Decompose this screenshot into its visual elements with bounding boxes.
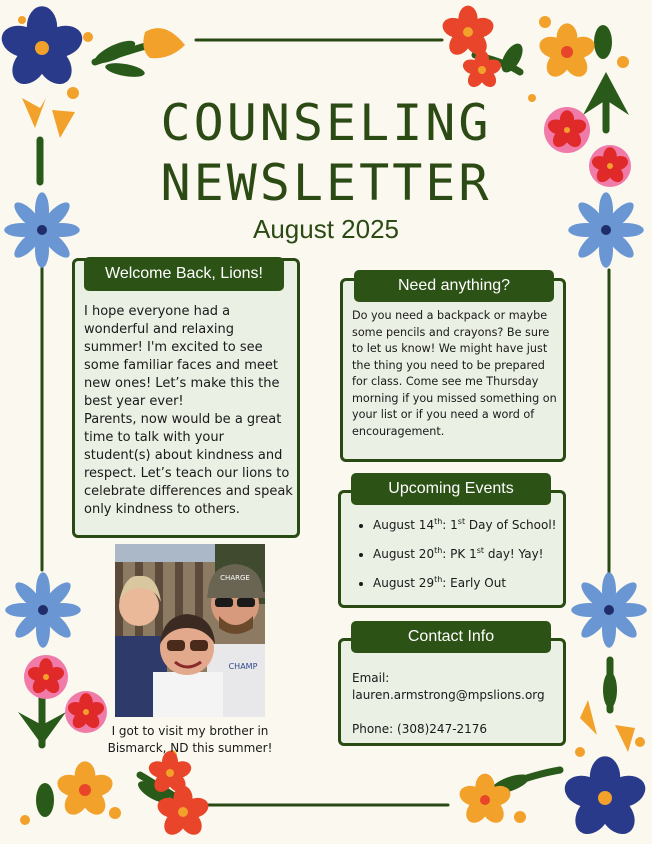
photo-caption [95, 723, 285, 757]
welcome-heading: Welcome Back, Lions! [84, 257, 284, 291]
need-anything-body: Do you need a backpack or maybe some pencils and crayons? Be sure to let us know! We might have just the thing you need to be prepared for class. Come see me Thursday morning if you missed something on your list or if you need a word of encouragement. [352, 309, 557, 438]
photo-caption-line2: Bismarck, ND this summer! [107, 741, 273, 755]
newsletter-subtitle: August 2025 [252, 214, 399, 244]
red-flower-icon [461, 50, 503, 90]
event-item: • August 20th: PK 1st day! Yay! [373, 543, 583, 562]
photo-caption-line1: I got to visit my brother in [111, 724, 269, 738]
newsletter-title-line1: COUNSELING [160, 94, 492, 152]
contact-details [352, 670, 562, 738]
family-photo [115, 544, 265, 717]
event-item: • August 29th: Early Out [373, 572, 583, 591]
orange-flower-icon [537, 23, 598, 81]
orange-flower-icon [55, 761, 116, 819]
events-list [355, 514, 583, 601]
email-link[interactable]: lauren.armstrong@mpslions.org [352, 688, 545, 702]
navy-flower-icon [561, 756, 650, 841]
need-anything-heading: Need anything? [354, 270, 554, 302]
pink-flower-icon [24, 655, 68, 699]
contact-info-heading: Contact Info [351, 621, 551, 653]
event-item: • August 14th: 1st Day of School! [373, 514, 583, 533]
email-label: Email: [352, 671, 390, 685]
red-flower-icon [440, 6, 496, 59]
cap-text: CHARGE [220, 574, 250, 582]
phone-number: Phone: (308)247-2176 [352, 722, 488, 736]
newsletter-title-line2: NEWSLETTER [160, 154, 492, 212]
welcome-paragraph-1: I hope everyone had a wonderful and relaxing summer! I'm excited to see some familiar faces and meet new ones! Let’s make this the best year ever! [84, 304, 280, 409]
shirt-text: CHAMP [228, 662, 258, 671]
upcoming-events-heading: Upcoming Events [351, 473, 551, 505]
navy-flower-icon [0, 6, 86, 91]
welcome-body [84, 303, 294, 519]
blue-flower-icon [5, 572, 81, 648]
welcome-paragraph-2: Parents, now would be a great time to talk with your student(s) about kindness and respect. Let’s teach our lions to celebrate differences and speak only kindness to others. [84, 412, 293, 517]
